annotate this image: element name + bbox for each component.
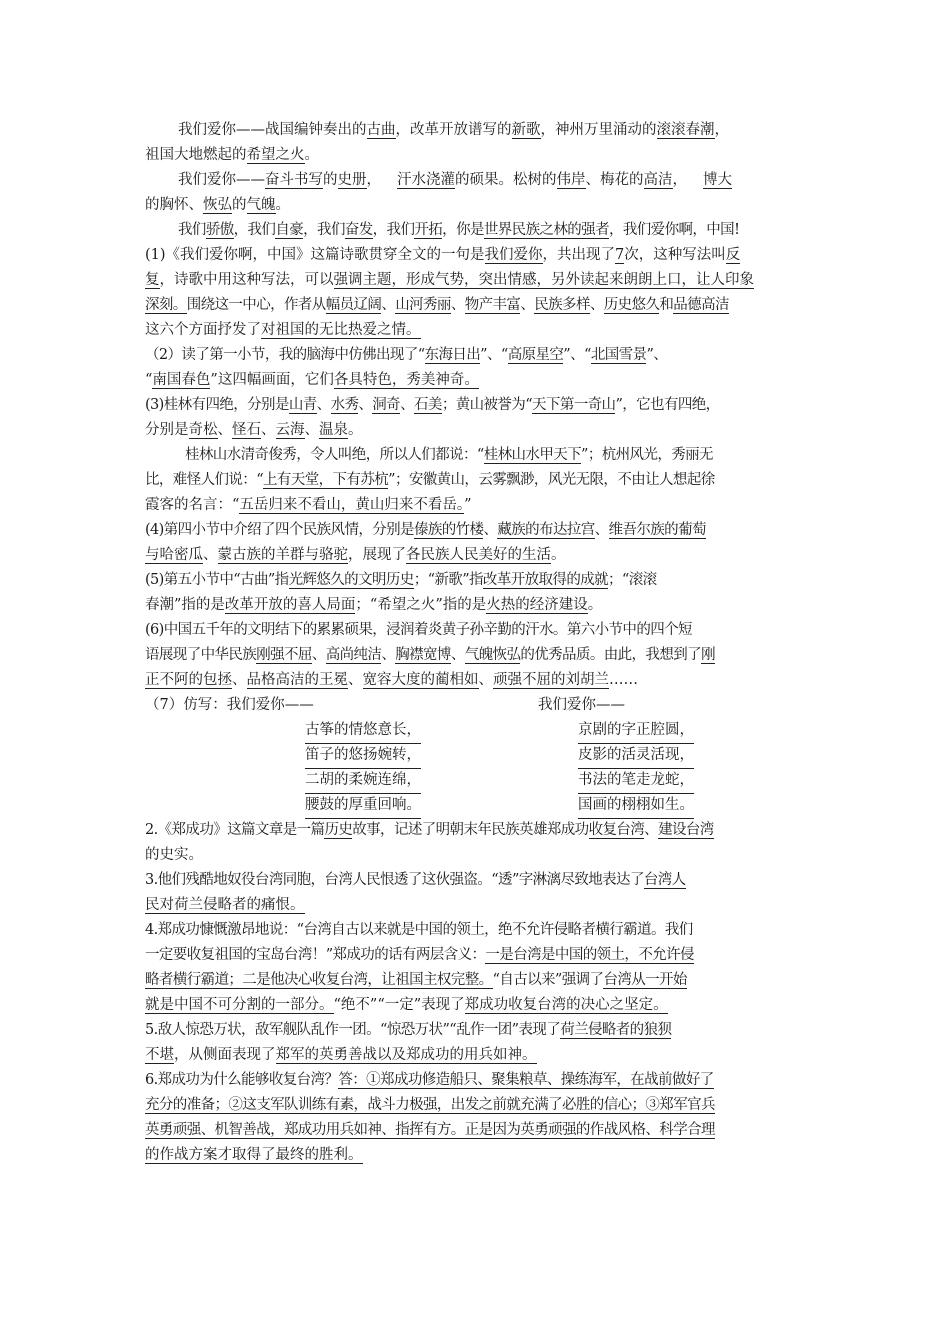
- underlined-answer: 南国春色: [152, 372, 211, 388]
- text: ”；杭州风光，秀丽无: [581, 447, 713, 463]
- poem-stanza-line: [145, 143, 815, 168]
- text: ，我们爱你啊，中国!: [608, 222, 740, 238]
- text: (1)《我们爱你啊，中国》这篇诗歌贯穿全文的一句是: [145, 247, 485, 263]
- text: 5.敌人惊恐万状，敌军舰队乱作一团。“惊恐万状”“乱作一团”表现了: [145, 1022, 561, 1038]
- text: ；“希望之火”指的是: [355, 597, 487, 613]
- underlined-answer: 山青: [288, 397, 317, 413]
- underlined-answer: 骄傲: [205, 222, 234, 238]
- text: 的硕果: [455, 172, 499, 188]
- text: ”，它也有四绝，: [615, 397, 720, 413]
- text: ”；安徽黄山，云雾飘渺，风光无限，不由让人想起徐: [388, 472, 715, 488]
- underlined-answer: 洞奇: [372, 397, 401, 413]
- underlined-answer: 滚滚春潮: [656, 122, 715, 138]
- question-line: [145, 1118, 815, 1143]
- document-body: [145, 118, 815, 1168]
- underlined-answer: 与哈密瓜: [145, 547, 203, 563]
- text: ，改革开放谱写的: [395, 122, 512, 138]
- underlined-answer: 恢弘: [203, 197, 232, 213]
- underlined-answer: 强调主题，形成气势，突出情感，另外读起来朗朗上口，让人印象: [333, 272, 754, 288]
- text: 、: [400, 397, 414, 413]
- underlined-answer: 上有天堂，下有苏杭: [263, 472, 389, 488]
- imitation-left: 腰鼓的厚重回响。: [305, 793, 421, 819]
- text: 。: [304, 147, 319, 163]
- underlined-answer: 怪石: [232, 422, 261, 438]
- text: ，诗歌中用这种写法，可以: [159, 272, 334, 288]
- text: “自古以来”强调了: [492, 972, 604, 988]
- text: ，从侧面表现了: [174, 1047, 276, 1063]
- imitation-right: 书法的笔走龙蛇，: [578, 768, 694, 794]
- question-line: [145, 293, 815, 318]
- text: ；黄山被誉为“: [441, 397, 533, 413]
- imitation-left: 古筝的情悠意长，: [305, 718, 421, 744]
- underlined-answer: 各具特色，秀美神奇。: [333, 372, 479, 388]
- text: 、: [478, 672, 493, 688]
- text: 、梅花的: [585, 172, 644, 188]
- underlined-answer: 刚强不屈: [256, 647, 312, 663]
- poem-stanza-line: [145, 168, 815, 193]
- underlined-answer: 建设台湾: [658, 822, 714, 838]
- question-line: [145, 1143, 815, 1168]
- question-line: [145, 343, 815, 368]
- underlined-answer: 藏族的布达拉宫: [497, 522, 595, 538]
- text: 、: [520, 297, 535, 313]
- imitation-line: [145, 743, 815, 768]
- imitation-right: 国画的栩栩如生。: [578, 793, 694, 819]
- text: 、: [217, 422, 232, 438]
- text: 一定要收复祖国的宝岛台湾！”郑成功的话有两层含义：: [145, 947, 486, 963]
- question-line: [145, 393, 815, 418]
- question-line: [145, 493, 815, 518]
- text: ”、: [646, 347, 668, 363]
- text: 、: [304, 422, 319, 438]
- underlined-answer: 幅员辽阔: [325, 297, 382, 313]
- text: 、: [358, 397, 373, 413]
- question-line: [145, 243, 815, 268]
- underlined-answer: 不堪: [145, 1047, 174, 1063]
- underlined-answer: 史册: [337, 172, 367, 188]
- question-line: [145, 1068, 815, 1093]
- underlined-answer: 收复台湾: [588, 822, 645, 838]
- underlined-answer: 台湾人: [643, 872, 686, 888]
- question-line: [145, 918, 815, 943]
- text: (6)中国五千年的文明结下的累累硕果，浸润着炎黄子孙辛勤的汗水。第六小节中的四个短: [145, 622, 692, 638]
- question-line: [145, 418, 815, 443]
- poem-stanza-line: [145, 193, 815, 218]
- underlined-answer: 品德高洁: [673, 297, 729, 313]
- question-line: [145, 968, 815, 993]
- question-line: [145, 318, 815, 343]
- underlined-answer: 改革开放的喜人局面: [224, 597, 356, 613]
- underlined-answer: 云海: [275, 422, 305, 438]
- underlined-answer: 开拓: [414, 222, 443, 238]
- text: ，我们: [372, 222, 415, 238]
- text: 的胸怀、: [145, 197, 203, 213]
- text: 故事，记述了明朝末年民族英雄郑成功: [352, 822, 589, 838]
- underlined-answer: 胸襟宽博: [395, 647, 451, 663]
- text: ；“新歌”指: [413, 572, 483, 588]
- underlined-answer: 品格高洁的王冕: [246, 672, 348, 688]
- underlined-answer: 天下第一奇山: [532, 397, 616, 413]
- underlined-answer: 顽强不屈的刘胡兰: [493, 672, 609, 688]
- underlined-answer: 高原星空: [507, 347, 564, 363]
- underlined-answer: 英勇顽强、机智善战，郑成功用兵如神、指挥有方。正是因为英勇顽强的作战风格、科学合理: [145, 1122, 715, 1138]
- underlined-answer: 各民族人民美好的生活: [406, 547, 551, 563]
- underlined-answer: 正不阿的包拯: [145, 672, 232, 688]
- underlined-answer: 桂林山水甲天下: [483, 447, 582, 463]
- text: 春潮”指的是: [145, 597, 225, 613]
- text: 次，这种写法叫: [624, 247, 726, 263]
- question-line: [145, 843, 815, 868]
- imitation-left: 二胡的柔婉连绵，: [305, 768, 421, 794]
- text: 、: [311, 647, 326, 663]
- text: 2.《郑成功》这篇文章是一篇: [145, 822, 325, 838]
- imitation-line: [145, 718, 815, 743]
- text: ，展现了: [348, 547, 406, 563]
- underlined-answer: 火热的经济建设: [486, 597, 588, 613]
- underlined-answer: 郑军的英勇善战以及郑成功的用兵如神。: [275, 1047, 537, 1063]
- question-line: [145, 593, 815, 618]
- underlined-answer: 希望之火: [246, 147, 305, 163]
- imitation-line: [145, 768, 815, 793]
- text: ，神州万里涌动的: [540, 122, 657, 138]
- text: 、: [348, 672, 363, 688]
- text: 的: [323, 172, 338, 188]
- underlined-answer: 7: [615, 247, 625, 263]
- underlined-answer: 台湾从一开始: [603, 972, 687, 988]
- underlined-answer: 一是台湾是中国的领土，不允许侵: [485, 947, 694, 963]
- text: 我们爱你——: [178, 172, 265, 188]
- underlined-answer: 石美: [414, 397, 442, 413]
- text: 桂林山水清奇俊秀，令人叫绝，所以人们都说：“: [185, 447, 484, 463]
- text: 、: [589, 297, 604, 313]
- text: 、: [316, 397, 331, 413]
- question-line: [145, 1043, 815, 1068]
- underlined-answer: 傣族的竹楼: [413, 522, 484, 538]
- imitation-right: 皮影的活灵活现，: [578, 743, 694, 769]
- imitation-right: 京剧的字正腔圆，: [578, 718, 694, 744]
- text: 我们爱你——战国编钟奏出的: [178, 122, 367, 138]
- underlined-answer: 东海日出: [424, 347, 481, 363]
- text: 比，难怪人们说：“: [145, 472, 264, 488]
- underlined-answer: 光辉悠久的文明历史: [288, 572, 414, 588]
- underlined-answer: 历史悠久: [603, 297, 660, 313]
- imitation-line: [145, 793, 815, 818]
- underlined-answer: 气魄恢弘: [464, 647, 521, 663]
- text: 、: [203, 547, 218, 563]
- underlined-answer: 反: [725, 247, 741, 263]
- question-line: [145, 893, 815, 918]
- text: (5)第五小节中“古曲”指: [145, 572, 289, 588]
- question-line: [145, 568, 815, 593]
- underlined-answer: 维吾尔族的葡萄: [608, 522, 706, 538]
- text: 。: [551, 547, 566, 563]
- question-line: [145, 943, 815, 968]
- underlined-answer: 奇松: [188, 422, 218, 438]
- underlined-answer: 物产丰富: [464, 297, 521, 313]
- text: ，你是: [442, 222, 484, 238]
- question-line: [145, 368, 815, 393]
- text: ”这四幅画面，它们: [210, 372, 334, 388]
- underlined-answer: 高尚纯洁: [325, 647, 382, 663]
- text: 。: [348, 422, 363, 438]
- text: 、: [450, 297, 465, 313]
- question-line: [145, 268, 815, 293]
- text: “绝不”“一定”表现了: [333, 997, 465, 1013]
- text: 、: [450, 647, 465, 663]
- text: ”、“: [480, 347, 508, 363]
- underlined-answer: 奋斗书写: [265, 172, 323, 188]
- text: ，我们: [233, 222, 276, 238]
- text: 语展现了中华民族: [145, 647, 257, 663]
- question-line: [145, 543, 815, 568]
- underlined-answer: 水秀: [330, 397, 359, 413]
- question-line: [145, 868, 815, 893]
- text: ……: [609, 672, 638, 688]
- text: 、: [594, 522, 609, 538]
- text: ，我们: [303, 222, 345, 238]
- underlined-answer: 伟岸: [556, 172, 586, 188]
- text: ”、“: [563, 347, 591, 363]
- underlined-answer: 的作战方案才取得了最终的胜利。: [145, 1147, 363, 1163]
- question-line: [145, 443, 815, 468]
- underlined-answer: 改革开放取得的成就: [482, 572, 609, 588]
- underlined-answer: 充分的准备；②这支军队训练有素，战斗力极强，出发之前就充满了必胜的信心；③郑军官兵: [145, 1097, 715, 1113]
- poem-stanza-line: [145, 118, 815, 143]
- underlined-answer: 五岳归来不看山，黄山归来不看岳。: [239, 497, 465, 513]
- underlined-answer: 奋发: [344, 222, 373, 238]
- underlined-answer: 对祖国的无比热爱之情。: [261, 322, 421, 338]
- underlined-answer: 自豪: [275, 222, 304, 238]
- text: 。松树的: [498, 172, 557, 188]
- underlined-answer: 民族多样: [534, 297, 590, 313]
- text: 6.郑成功为什么能够收复台湾？: [145, 1072, 339, 1088]
- text: ，共出现了: [542, 247, 616, 263]
- imitation-heading-left: （7）仿写：我们爱你——: [145, 697, 314, 713]
- text: 、: [381, 647, 396, 663]
- text: （2）读了第一小节，我的脑海中仿佛出现了“: [145, 347, 425, 363]
- text: 、: [483, 522, 498, 538]
- text: 围绕这一中心，作者从: [186, 297, 326, 313]
- question-line: [145, 1018, 815, 1043]
- imitation-heading: [145, 693, 815, 718]
- text: 、: [644, 822, 659, 838]
- underlined-answer: 历史: [324, 822, 353, 838]
- text: 。: [587, 597, 603, 613]
- text: 分别是: [145, 422, 189, 438]
- underlined-answer: 新歌: [511, 122, 541, 138]
- underlined-answer: 温泉: [319, 422, 348, 438]
- underlined-answer: 世界民族之林的强者: [483, 222, 609, 238]
- underlined-answer: 郑成功收复台湾的决心之坚定。: [464, 997, 668, 1013]
- question-line: [145, 1093, 815, 1118]
- text: ；“滚滚: [608, 572, 657, 588]
- underlined-answer: 就是中国不可分割的一部分。: [145, 997, 334, 1013]
- text: 的: [232, 197, 247, 213]
- underlined-answer: 汗水浇灌: [397, 172, 455, 188]
- text: 、: [381, 297, 396, 313]
- question-line: [145, 618, 815, 643]
- text: ，: [366, 172, 381, 188]
- text: ”: [464, 497, 472, 513]
- text: 和: [659, 297, 674, 313]
- imitation-heading-right: 我们爱你——: [538, 697, 625, 713]
- text: 、: [261, 422, 276, 438]
- text: 、: [232, 672, 247, 688]
- question-line: [145, 643, 815, 668]
- text: ，: [672, 172, 687, 188]
- text: 祖国大地燃起的: [145, 147, 247, 163]
- underlined-answer: 蒙古族的羊群与骆驼: [217, 547, 348, 563]
- underlined-answer: 民对荷兰侵略者的痛恨。: [145, 897, 305, 913]
- text: 3.他们残酷地奴役台湾同胞，台湾人民恨透了这伙强盗。“透”字淋漓尽致地表达了: [145, 872, 644, 888]
- text: 我们: [178, 222, 206, 238]
- underlined-answer: 博大: [703, 172, 732, 188]
- question-line: [145, 518, 815, 543]
- text: “: [145, 372, 153, 388]
- underlined-answer: 略者横行霸道；二是他决心收复台湾，让祖国主权完整。: [145, 972, 493, 988]
- underlined-answer: 气魄: [246, 197, 276, 213]
- text: 4.郑成功慷慨激昂地说：“台湾自古以来就是中国的领土，绝不允许侵略者横行霸道。我们: [145, 922, 693, 938]
- question-line: [145, 993, 815, 1018]
- underlined-answer: 复: [145, 272, 160, 288]
- question-line: [145, 668, 815, 693]
- question-line: [145, 818, 815, 843]
- underlined-answer: 古曲: [366, 122, 396, 138]
- underlined-answer: 深刻。: [145, 297, 187, 313]
- underlined-answer: 刚: [701, 647, 715, 663]
- underlined-answer: 答：①郑成功修造船只、聚集粮草、操练海军，在战前做好了: [338, 1072, 714, 1088]
- text: 这六个方面抒发了: [145, 322, 261, 338]
- underlined-answer: 我们爱你: [484, 247, 543, 263]
- text: ，: [714, 122, 729, 138]
- text: 的史实。: [145, 847, 203, 863]
- underlined-answer: 山河秀丽: [395, 297, 451, 313]
- underlined-answer: 宽容大度的蔺相如: [362, 672, 479, 688]
- text: 霞客的名言：“: [145, 497, 240, 513]
- underlined-answer: 北国雪景: [590, 347, 647, 363]
- text: 的优秀品质。由此，我想到了: [520, 647, 702, 663]
- question-line: [145, 468, 815, 493]
- imitation-left: 笛子的悠扬婉转，: [305, 743, 421, 769]
- underlined-answer: 荷兰侵略者的狼狈: [560, 1022, 672, 1038]
- underlined-answer: 高洁: [643, 172, 673, 188]
- poem-stanza-line: [145, 218, 815, 243]
- text: (4)第四小节中介绍了四个民族风情，分别是: [145, 522, 414, 538]
- text: 。: [275, 197, 290, 213]
- text: (3)桂林有四绝，分别是: [145, 397, 289, 413]
